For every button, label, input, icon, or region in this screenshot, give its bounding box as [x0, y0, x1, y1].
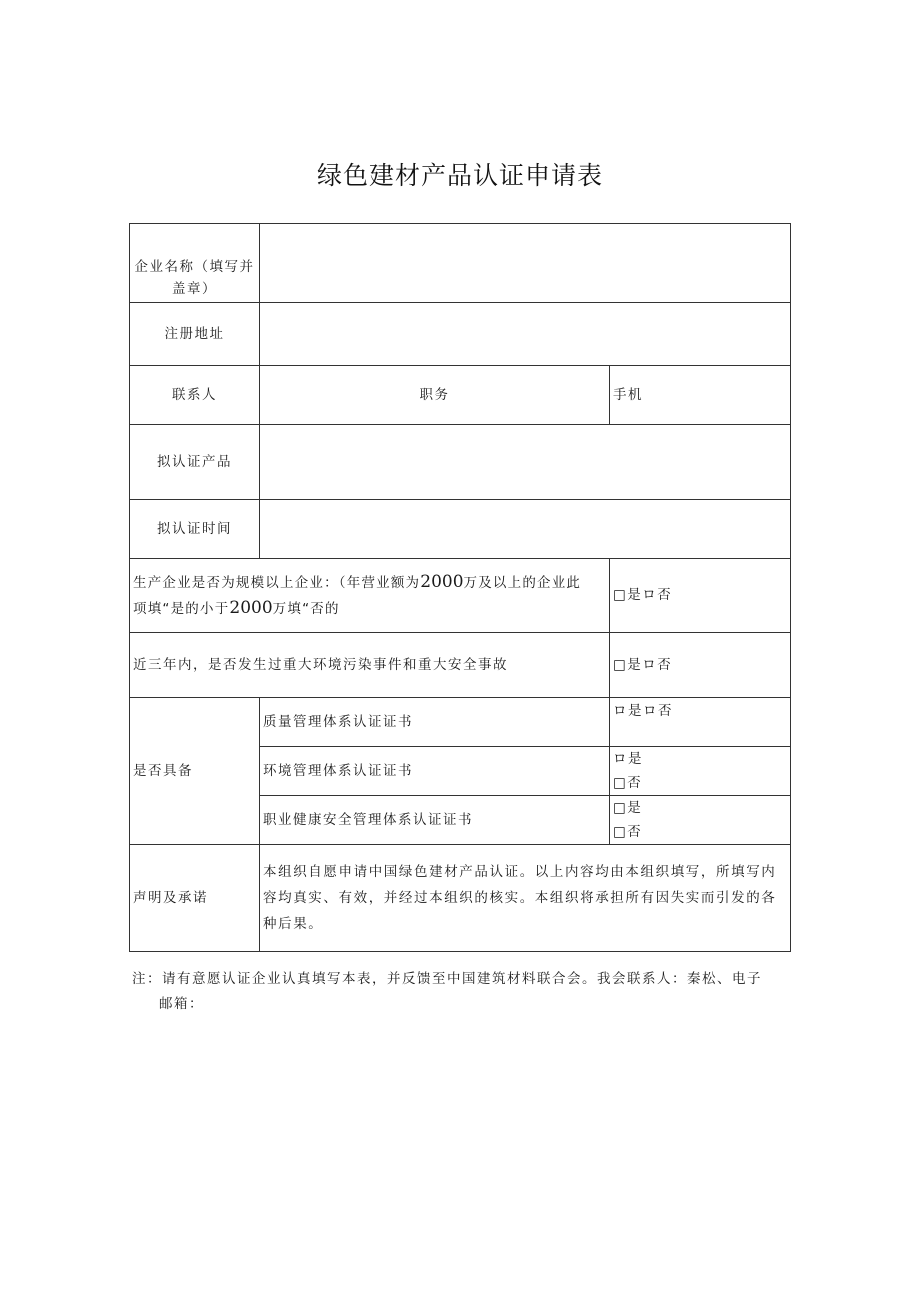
row-product [130, 425, 791, 500]
footnote [132, 967, 792, 1017]
health-cert-label: 职业健康安全管理体系认证证书 [260, 796, 610, 845]
row-quality-cert [130, 698, 791, 747]
scale-question: 生产企业是否为规模以上企业：（年营业额为2000万及以上的企业此 项填“是的小于2000万填“否的 [130, 559, 610, 633]
time-label: 拟认证时间 [130, 500, 260, 559]
env-cert-options[interactable]: ロ是 □否 [610, 747, 791, 796]
declaration-label: 声明及承诺 [130, 845, 260, 952]
footnote-line-1: 注：请有意愿认证企业认真填写本表，并反馈至中国建筑材料联合会。我会联系人：秦松、电子 [132, 971, 762, 987]
contact-label: 联系人 [130, 366, 260, 425]
row-accident [130, 633, 791, 698]
application-form [129, 223, 791, 952]
row-declaration [130, 845, 791, 952]
row-contact [130, 366, 791, 425]
company-name-field[interactable] [260, 224, 791, 303]
row-scale [130, 559, 791, 633]
quality-cert-label: 质量管理体系认证证书 [260, 698, 610, 747]
position-label: 职务 [260, 366, 610, 425]
row-address [130, 303, 791, 366]
product-label: 拟认证产品 [130, 425, 260, 500]
footnote-line-2: 邮箱： [159, 996, 204, 1012]
address-label: 注册地址 [130, 303, 260, 366]
env-cert-label: 环境管理体系认证证书 [260, 747, 610, 796]
time-field[interactable] [260, 500, 791, 559]
page-title: 绿色建材产品认证申请表 [316, 161, 603, 190]
has-label: 是否具备 [130, 698, 260, 845]
company-name-label: 企业名称（填写并 盖章） [130, 224, 260, 303]
health-cert-options[interactable]: □是 □否 [610, 796, 791, 845]
scale-options[interactable]: □是ロ否 [610, 559, 791, 633]
declaration-text: 本组织自愿申请中国绿色建材产品认证。以上内容均由本组织填写，所填写内容均真实、有效，并经过本组织的核实。本组织将承担所有因失实而引发的各种后果。 [260, 845, 791, 952]
mobile-label: 手机 [610, 366, 791, 425]
row-company-name [130, 224, 791, 303]
product-field[interactable] [260, 425, 791, 500]
quality-cert-options[interactable]: ロ是ロ否 [610, 698, 791, 747]
address-field[interactable] [260, 303, 791, 366]
accident-options[interactable]: □是ロ否 [610, 633, 791, 698]
row-time [130, 500, 791, 559]
accident-question: 近三年内，是否发生过重大环境污染事件和重大安全事故 [130, 633, 610, 698]
